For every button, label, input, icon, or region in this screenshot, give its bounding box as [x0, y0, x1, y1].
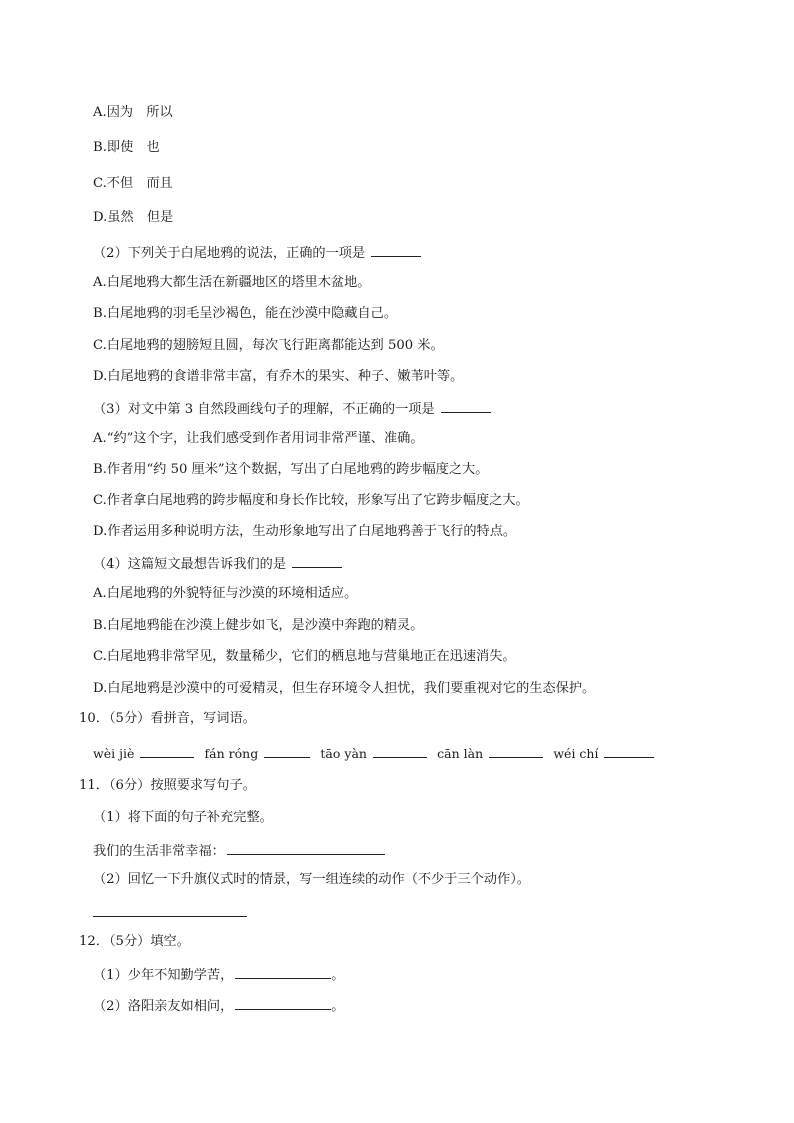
q9-p2-stem-text: （2）下列关于白尾地鸦的说法，正确的一项是 — [93, 246, 366, 261]
answer-blank[interactable] — [292, 554, 342, 568]
q10-pinyin-row — [93, 744, 654, 764]
answer-line[interactable] — [93, 916, 247, 917]
q12-part1-end: 。 — [331, 968, 345, 983]
pinyin-4: cān làn — [437, 746, 484, 761]
q9-p4-option-c: C.白尾地鸦非常罕见，数量稀少，它们的栖息地与营巢地正在迅速消失。 — [93, 649, 516, 664]
q12-part2 — [93, 996, 344, 1016]
q12-part1-text: （1）少年不知勤学苦， — [93, 968, 234, 983]
q9-p1-option-a: A.因为 所以 — [93, 105, 173, 120]
pinyin-1: wèi jiè — [93, 746, 135, 761]
q12-title: 12．（5分）填空。 — [79, 934, 190, 949]
q11-part1-prompt-text: 我们的生活非常幸福： — [93, 844, 225, 859]
answer-blank[interactable] — [441, 399, 491, 413]
q11-title: 11．（6分）按照要求写句子。 — [79, 778, 256, 793]
answer-blank[interactable] — [264, 744, 310, 758]
answer-blank[interactable] — [140, 744, 194, 758]
q9-p3-option-c: C.作者拿白尾地鸦的跨步幅度和身长作比较，形象写出了它跨步幅度之大。 — [93, 493, 529, 508]
pinyin-3: tāo yàn — [320, 746, 367, 761]
pinyin-2: fán róng — [204, 746, 259, 761]
q12-part1 — [93, 965, 344, 985]
q9-p4-option-d: D.白尾地鸦是沙漠中的可爱精灵，但生存环境令人担忧，我们要重视对它的生态保护。 — [93, 681, 596, 696]
q9-p3-option-a: A.“约”这个字，让我们感受到作者用词非常严谨、准确。 — [93, 431, 424, 446]
pinyin-5: wéi chí — [553, 746, 599, 761]
q9-p4-option-a: A.白尾地鸦的外貌特征与沙漠的环境相适应。 — [93, 586, 358, 601]
q9-p4-stem-text: （4）这篇短文最想告诉我们的是 — [93, 557, 287, 572]
q9-p2-option-a: A.白尾地鸦大都生活在新疆地区的塔里木盆地。 — [93, 275, 371, 290]
answer-blank[interactable] — [235, 996, 331, 1010]
q12-part2-text: （2）洛阳亲友如相问， — [93, 999, 234, 1014]
answer-blank[interactable] — [227, 841, 385, 855]
q9-p4-stem — [93, 554, 342, 574]
q12-part2-end: 。 — [331, 999, 345, 1014]
q9-p1-option-d: D.虽然 但是 — [93, 210, 174, 225]
q11-part1: （1）将下面的句子补充完整。 — [93, 810, 273, 825]
q9-p3-option-d: D.作者运用多种说明方法，生动形象地写出了白尾地鸦善于飞行的特点。 — [93, 524, 517, 539]
answer-blank[interactable] — [489, 744, 543, 758]
q9-p3-stem-text: （3）对文中第 3 自然段画线句子的理解，不正确的一项是 — [93, 402, 435, 417]
q9-p2-option-d: D.白尾地鸦的食谱非常丰富，有乔木的果实、种子、嫩苇叶等。 — [93, 369, 464, 384]
q10-title: 10．（5分）看拼音，写词语。 — [79, 711, 256, 726]
q9-p1-option-c: C.不但 而且 — [93, 176, 173, 191]
answer-blank[interactable] — [371, 243, 421, 257]
answer-blank[interactable] — [373, 744, 427, 758]
answer-blank[interactable] — [235, 965, 331, 979]
q9-p2-option-c: C.白尾地鸦的翅膀短且圆，每次飞行距离都能达到 500 米。 — [93, 338, 444, 353]
q9-p3-option-b: B.作者用“约 50 厘米”这个数据，写出了白尾地鸦的跨步幅度之大。 — [93, 462, 489, 477]
q9-p1-option-b: B.即使 也 — [93, 140, 160, 155]
q9-p2-stem — [93, 243, 421, 263]
q11-part2: （2）回忆一下升旗仪式时的情景，写一组连续的动作（不少于三个动作）。 — [93, 872, 530, 887]
q9-p2-option-b: B.白尾地鸦的羽毛呈沙褐色，能在沙漠中隐藏自己。 — [93, 306, 398, 321]
q9-p3-stem — [93, 399, 491, 419]
q9-p4-option-b: B.白尾地鸦能在沙漠上健步如飞，是沙漠中奔跑的精灵。 — [93, 618, 424, 633]
q11-part1-prompt — [93, 841, 385, 861]
answer-blank[interactable] — [604, 744, 654, 758]
